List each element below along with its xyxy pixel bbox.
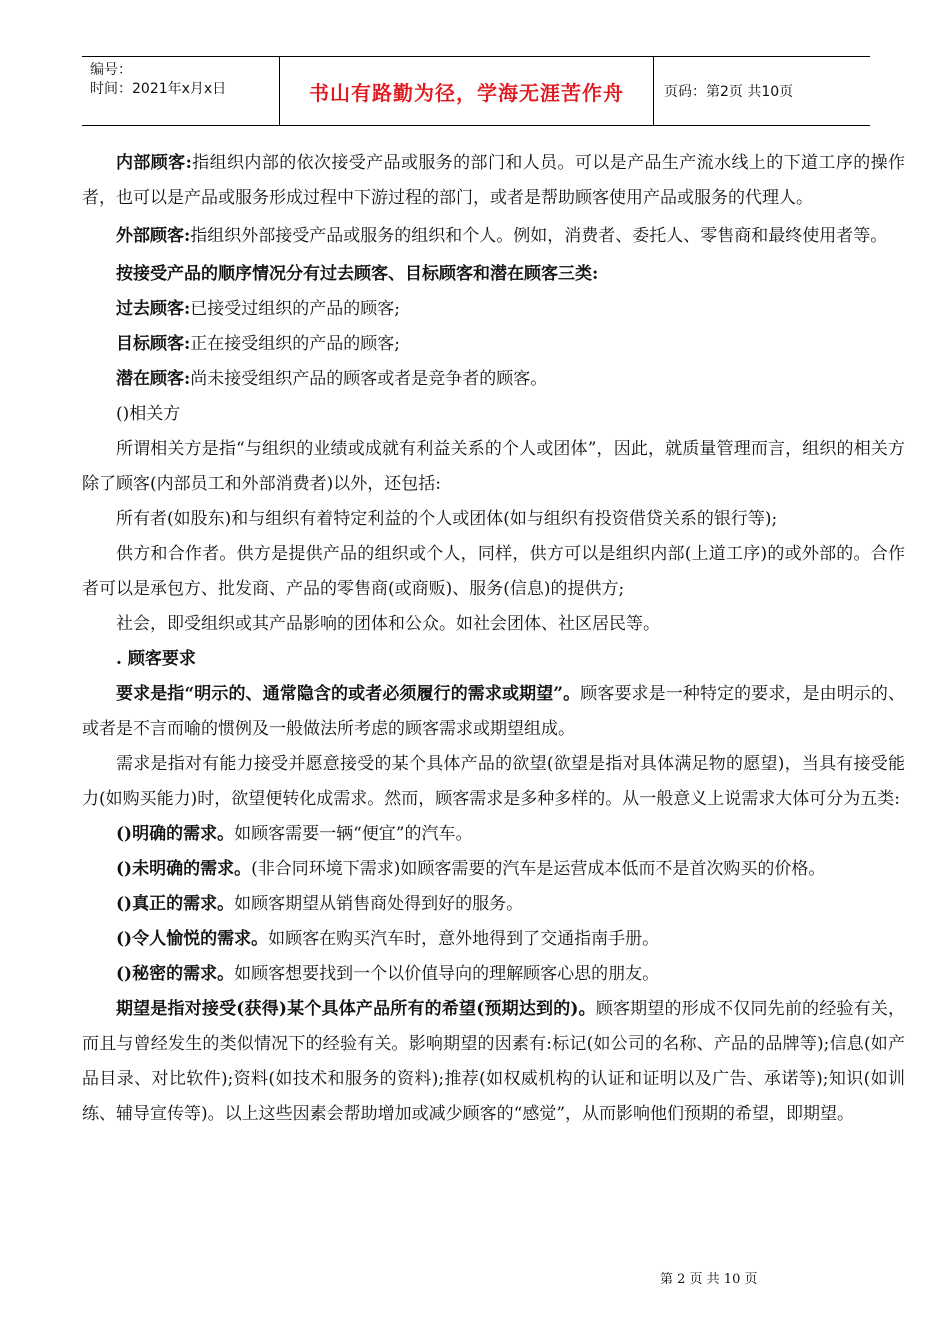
paragraph: 按接受产品的顺序情况分有过去顾客、目标顾客和潜在顾客三类: (116, 264, 599, 284)
number-label: 编号： (90, 62, 132, 78)
list-item: ()明确的需求。如顾客需要一辆“便宜”的汽车。 (116, 824, 473, 844)
section-heading: . 顾客要求 (116, 649, 196, 669)
paragraph: 要求是指“明示的、通常隐含的或者必须履行的需求或期望”。顾客要求是一种特定的要求，是由明示的、或者是不言而喻的惯例及一般做法所考虑的顾客需求或期望组成。 (82, 684, 906, 739)
paragraph: 供方和合作者。供方是提供产品的组织或个人，同样，供方可以是组织内部(上道工序)的或外部的。合作者可以是承包方、批发商、产品的零售商(或商贩)、服务(信息)的提供方; (82, 544, 905, 599)
paragraph: 目标顾客:正在接受组织的产品的顾客; (116, 334, 401, 354)
paragraph: 外部顾客:指组织外部接受产品或服务的组织和个人。例如，消费者、委托人、零售商和最终使用者等。 (116, 226, 888, 246)
paragraph: 需求是指对有能力接受并愿意接受的某个具体产品的欲望(欲望是指对具体满足物的愿望)，当具有接受能力(如购买能力)时，欲望便转化成需求。然而，顾客需求是多种多样的。从一般意义上说需求大体可分为五类: (82, 754, 905, 809)
header-motto: 书山有路勤为径，学海无涯苦作舟 (280, 57, 654, 125)
list-item: ()真正的需求。如顾客期望从销售商处得到好的服务。 (116, 894, 524, 914)
paragraph: ()相关方 (116, 404, 181, 424)
paragraph: 潜在顾客:尚未接受组织产品的顾客或者是竞争者的顾客。 (116, 369, 548, 389)
paragraph: 所有者(如股东)和与组织有着特定利益的个人或团体(如与组织有投资借贷关系的银行等); (116, 509, 778, 529)
paragraph: 期望是指对接受(获得)某个具体产品所有的希望(预期达到的)。顾客期望的形成不仅同先前的经验有关，而且与曾经发生的类似情况下的经验有关。影响期望的因素有:标记(如公司的名称、产品的品牌等);信息(如产品目录、对比软件);资料(如技术和服务的资料);推荐(如权威机构的认证和证明以及广告、承诺等);知识(如训练、辅导宣传等)。以上这些因素会帮助增加或减少顾客的“感觉”，从而影响他们预期的希望，即期望。 (82, 999, 905, 1124)
document-body (82, 146, 905, 1132)
list-item: ()未明确的需求。(非合同环境下需求)如顾客需要的汽车是运营成本低而不是首次购买的价格。 (116, 859, 826, 879)
time-label: 时间：2021年x月x日 (90, 81, 227, 97)
list-item: ()秘密的需求。如顾客想要找到一个以价值导向的理解顾客心思的朋友。 (116, 964, 660, 984)
header-page-info: 页码：第2页 共10页 (664, 84, 794, 100)
paragraph: 过去顾客:已接受过组织的产品的顾客; (116, 299, 401, 319)
paragraph: 社会，即受组织或其产品影响的团体和公众。如社会团体、社区居民等。 (116, 614, 660, 634)
paragraph: 内部顾客:指组织内部的依次接受产品或服务的部门和人员。可以是产品生产流水线上的下道工序的操作者，也可以是产品或服务形成过程中下游过程的部门，或者是帮助顾客使用产品或服务的代理人。 (82, 153, 906, 208)
header-meta (82, 57, 280, 125)
page-header (82, 56, 870, 126)
page-footer: 第 2 页 共 10 页 (660, 1272, 758, 1287)
paragraph: 所谓相关方是指“与组织的业绩或成就有利益关系的个人或团体”，因此，就质量管理而言，组织的相关方除了顾客(内部员工和外部消费者)以外，还包括: (82, 439, 905, 494)
list-item: ()令人愉悦的需求。如顾客在购买汽车时，意外地得到了交通指南手册。 (116, 929, 660, 949)
